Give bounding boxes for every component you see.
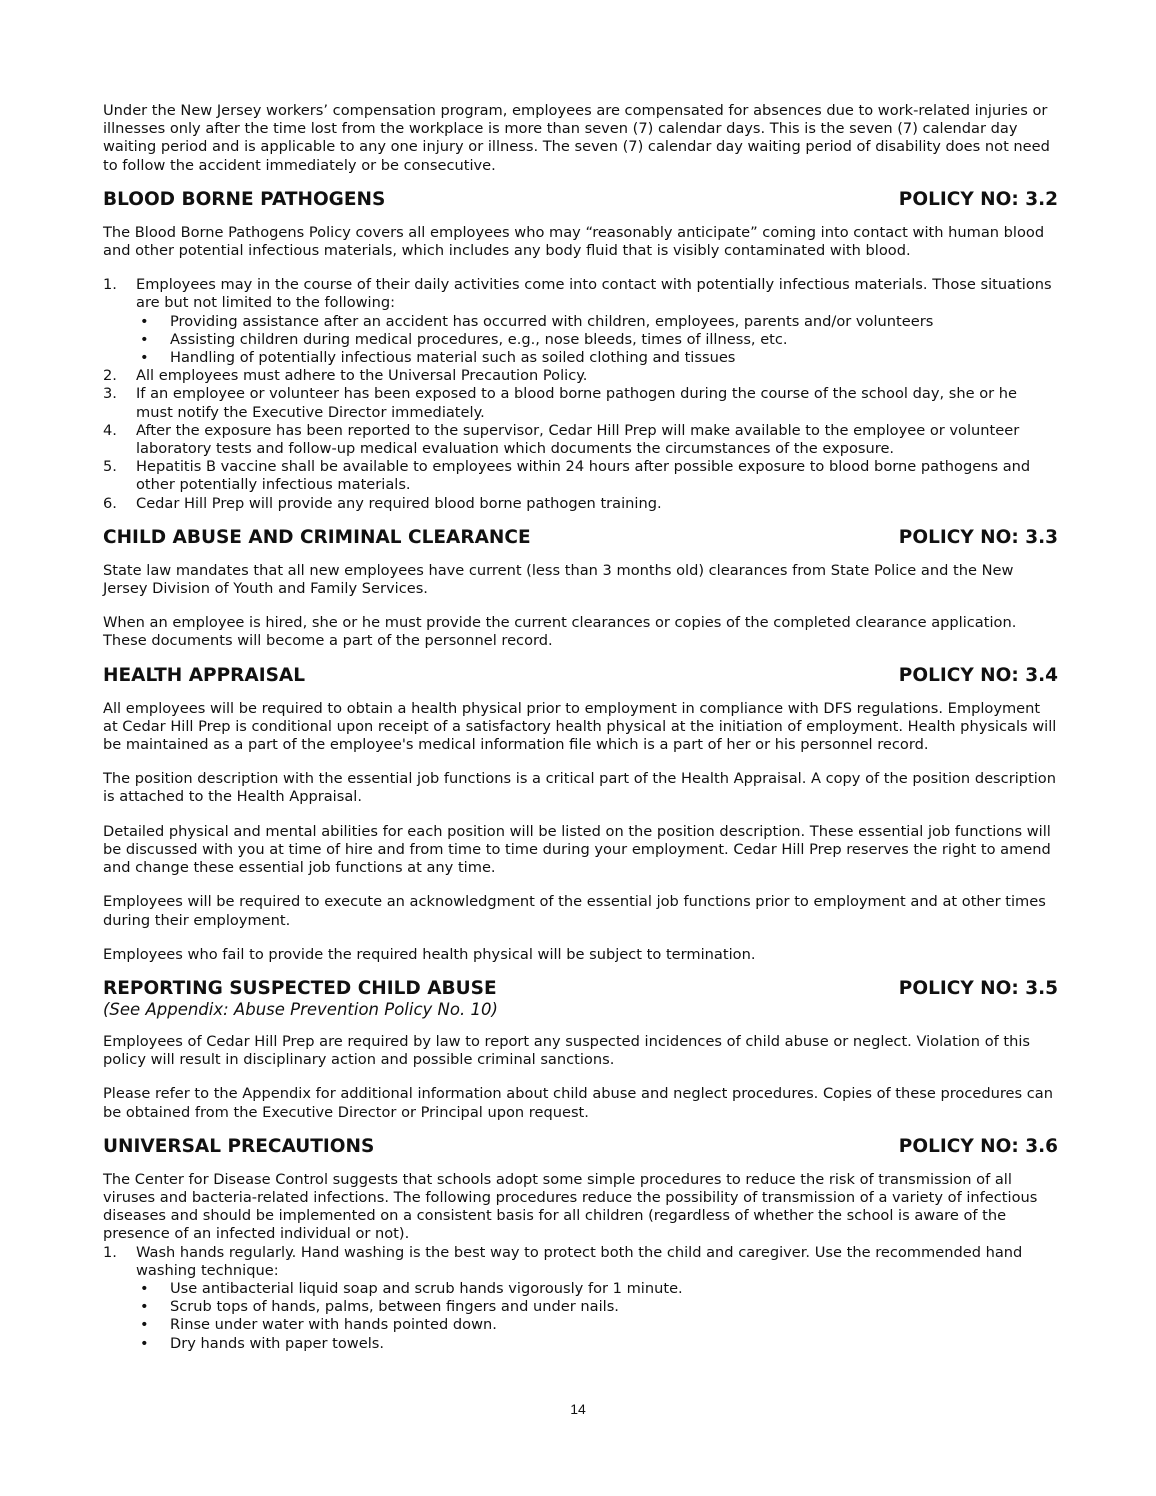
bullet-item: • Assisting children during medical procedures, e.g., nose bleeds, times of illness, etc.: [136, 331, 1058, 349]
paragraph: Employees of Cedar Hill Prep are required by law to report any suspected incidences of child abuse or neglect. Violation of this policy will result in disciplinary action and possible criminal sanctions.: [103, 1032, 1031, 1069]
policy-number: POLICY NO: 3.2: [898, 188, 1058, 210]
section-title: HEALTH APPRAISAL: [103, 664, 306, 686]
paragraph: The Center for Disease Control suggests that schools adopt some simple procedures to reduce the risk of transmission of all viruses and bacteria-related infections. The following procedures reduce the possibility of transmission of a variety of infectious diseases and should be implemented on a consistent basis for all children (regardless of whether the school is aware of the presence of an infected individual or not).: [103, 1170, 1038, 1243]
list-item-text: Hepatitis B vaccine shall be available to employees within 24 hours after possible exposure to blood borne pathogens and other potentially infectious materials.: [136, 458, 1031, 494]
section-title: CHILD ABUSE AND CRIMINAL CLEARANCE: [103, 526, 531, 548]
list-item: [103, 422, 1058, 458]
numbered-list: [103, 276, 1058, 513]
section-title: UNIVERSAL PRECAUTIONS: [103, 1135, 375, 1157]
policy-number: POLICY NO: 3.6: [898, 1135, 1058, 1157]
section-heading-reporting-child-abuse: [103, 978, 1058, 1000]
numbered-list: [103, 1244, 1058, 1353]
page-number: 14: [570, 1401, 586, 1417]
list-item-text: Employees may in the course of their daily activities come into contact with potentially infectious materials. Those situations are but not limited to the following:: [136, 276, 1052, 312]
section-subtitle: (See Appendix: Abuse Prevention Policy No. 10): [103, 999, 498, 1019]
bullet-item: • Handling of potentially infectious material such as soiled clothing and tissues: [136, 349, 1058, 367]
list-number: 1.: [103, 1243, 117, 1261]
paragraph: The Blood Borne Pathogens Policy covers all employees who may “reasonably anticipate” coming into contact with human blood and other potential infectious materials, which includes any body fluid that is visibly contaminated with blood.: [103, 223, 1045, 260]
list-number: 2.: [103, 367, 117, 385]
policy-number: POLICY NO: 3.4: [898, 664, 1058, 686]
paragraph: State law mandates that all new employees have current (less than 3 months old) clearances from State Police and the New Jersey Division of Youth and Family Services.: [103, 561, 1014, 598]
paragraph: Please refer to the Appendix for additional information about child abuse and neglect procedures. Copies of these procedures can be obtained from the Executive Director or Principal upon request.: [103, 1085, 1053, 1121]
list-item-text: After the exposure has been reported to the supervisor, Cedar Hill Prep will make available to the employee or volunteer laboratory tests and follow-up medical evaluation which documents the circumstances of the exposure.: [136, 421, 1020, 458]
document-page: [103, 100, 1058, 1353]
paragraph: Detailed physical and mental abilities for each position will be listed on the position description. These essential job functions will be discussed with you at time of hire and from time to time during your employment. Cedar Hill Prep reserves the right to amend and change these essential job functions at any time.: [103, 822, 1051, 877]
list-item: [103, 458, 1058, 494]
intro-paragraph: Under the New Jersey workers’ compensation program, employees are compensated for absences due to work-related injuries or illnesses only after the time lost from the workplace is more than seven (7) calendar days. This is the seven (7) calendar day waiting period and is applicable to any one injury or illness. The seven (7) calendar day waiting period of disability does not need to follow the accident immediately or be consecutive.: [103, 102, 1050, 174]
paragraph: All employees will be required to obtain a health physical prior to employment in compliance with DFS regulations. Employment at Cedar Hill Prep is conditional upon receipt of a satisfactory health physical at the initiation of employment. Health physicals will be maintained as a part of the employee's medical information file which is a part of her or his personnel record.: [103, 699, 1057, 754]
section-title: BLOOD BORNE PATHOGENS: [103, 188, 386, 210]
section-title: REPORTING SUSPECTED CHILD ABUSE: [103, 977, 497, 999]
section-heading-child-abuse-clearance: [103, 527, 1058, 549]
list-item: [103, 1244, 1058, 1353]
bullet-list: [136, 1280, 1058, 1353]
paragraph: Employees will be required to execute an acknowledgment of the essential job functions prior to employment and at other times during their employment.: [103, 893, 1046, 929]
list-item: [103, 367, 1058, 385]
bullet-item: • Use antibacterial liquid soap and scrub hands vigorously for 1 minute.: [136, 1280, 1058, 1298]
list-item: [103, 276, 1058, 367]
list-number: 1.: [103, 276, 117, 294]
list-number: 4.: [103, 421, 117, 439]
paragraph: When an employee is hired, she or he must provide the current clearances or copies of the completed clearance application. These documents will become a part of the personnel record.: [103, 614, 1017, 650]
list-number: 5.: [103, 458, 117, 476]
list-item: [103, 385, 1058, 421]
list-item-text: If an employee or volunteer has been exposed to a blood borne pathogen during the course of the school day, she or he must notify the Executive Director immediately.: [136, 385, 1017, 421]
bullet-item: • Scrub tops of hands, palms, between fingers and under nails.: [136, 1298, 1058, 1316]
paragraph: Employees who fail to provide the required health physical will be subject to termination.: [103, 945, 756, 963]
section-heading-universal-precautions: [103, 1136, 1058, 1158]
list-item-text: Cedar Hill Prep will provide any required blood borne pathogen training.: [136, 494, 662, 512]
bullet-item: • Providing assistance after an accident has occurred with children, employees, parents and/or volunteers: [136, 313, 1058, 331]
section-heading-blood-borne-pathogens: [103, 189, 1058, 211]
paragraph: The position description with the essential job functions is a critical part of the Health Appraisal. A copy of the position description is attached to the Health Appraisal.: [103, 770, 1056, 806]
bullet-item: • Dry hands with paper towels.: [136, 1335, 1058, 1353]
bullet-list: [136, 313, 1058, 368]
list-item-text: Wash hands regularly. Hand washing is the best way to protect both the child and caregiver. Use the recommended hand washing technique:: [136, 1243, 1023, 1279]
list-item: [103, 495, 1058, 513]
list-number: 3.: [103, 385, 117, 403]
policy-number: POLICY NO: 3.3: [898, 526, 1058, 548]
policy-number: POLICY NO: 3.5: [898, 977, 1058, 999]
section-heading-health-appraisal: [103, 665, 1058, 687]
list-item-text: All employees must adhere to the Universal Precaution Policy.: [136, 367, 588, 385]
bullet-item: • Rinse under water with hands pointed down.: [136, 1316, 1058, 1334]
list-number: 6.: [103, 494, 117, 512]
